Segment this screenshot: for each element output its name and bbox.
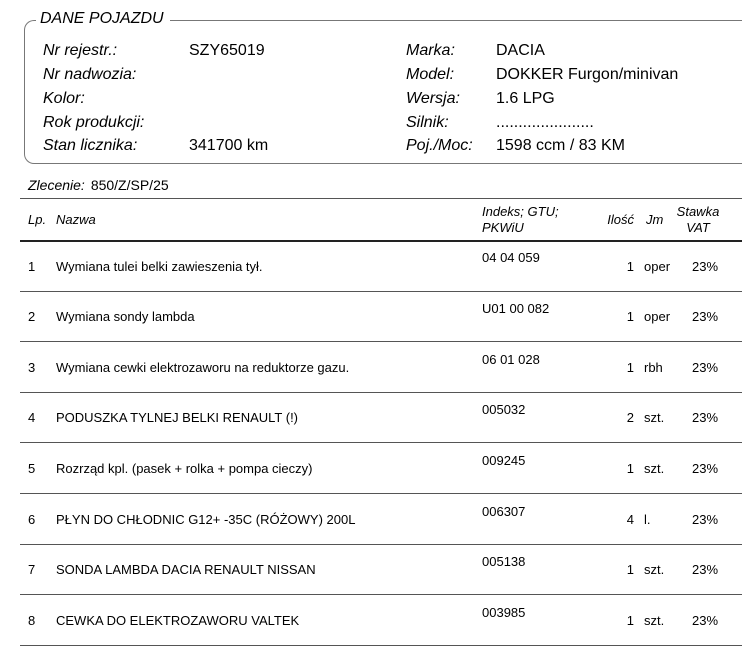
row-vat: 23% [692,259,719,274]
row-qty: 2 [626,410,634,425]
order-label: Zlecenie: [28,177,85,193]
row-index: 003985 [482,605,526,620]
engine-label: Silnik: [406,114,449,131]
row-name: Wymiana cewki elektrozaworu na reduktorze gazu. [56,360,350,375]
header-vat-line1: Stawka [676,204,720,219]
row-vat: 23% [692,562,719,577]
header-index [482,204,559,236]
row-qty: 1 [626,562,634,577]
row-vat: 23% [692,613,719,628]
row-divider [20,291,742,292]
version-value: 1.6 LPG [496,90,555,107]
row-lp: 5 [28,461,36,476]
row-lp: 6 [28,512,36,527]
row-lp: 4 [28,410,36,425]
row-divider [20,341,742,342]
row-name: CEWKA DO ELEKTROZAWORU VALTEK [56,613,300,628]
row-qty: 1 [626,613,634,628]
row-index: U01 00 082 [482,301,550,316]
header-index-line1: Indeks; GTU; [482,204,559,219]
row-index: 005032 [482,402,526,417]
row-vat: 23% [692,360,719,375]
row-unit: szt. [644,562,665,577]
header-vat [672,204,724,236]
row-vat: 23% [692,461,719,476]
row-lp: 2 [28,309,36,324]
row-name: SONDA LAMBDA DACIA RENAULT NISSAN [56,562,316,577]
row-index: 04 04 059 [482,250,540,265]
row-divider [20,442,742,443]
order-number [28,177,169,193]
header-lp: Lp. [28,212,47,227]
model-label: Model: [406,66,455,83]
row-name: Wymiana tulei belki zawieszenia tył. [56,259,263,274]
row-name: Wymiana sondy lambda [56,309,195,324]
row-unit: oper [644,309,671,324]
header-qty: Ilość [607,212,634,227]
row-name: PŁYN DO CHŁODNIC G12+ -35C (RÓŻOWY) 200L [56,512,356,527]
row-lp: 3 [28,360,36,375]
row-unit: szt. [644,410,665,425]
row-divider [20,544,742,545]
make-label: Marka: [406,42,455,59]
row-unit: oper [644,259,671,274]
row-vat: 23% [692,410,719,425]
row-vat: 23% [692,512,719,527]
vehicle-data-title: DANE POJAZDU [36,10,170,28]
row-divider [20,493,742,494]
vin-label: Nr nadwozia: [43,66,137,83]
row-index: 009245 [482,453,526,468]
table-top-rule [20,198,742,199]
row-lp: 7 [28,562,36,577]
registration-label: Nr rejestr.: [43,42,118,59]
make-value: DACIA [496,42,545,59]
row-unit: l. [644,512,651,527]
table-header-rule [20,240,742,242]
row-unit: rbh [644,360,663,375]
row-name: PODUSZKA TYLNEJ BELKI RENAULT (!) [56,410,299,425]
color-label: Kolor: [43,90,85,107]
row-lp: 8 [28,613,36,628]
header-unit: Jm [646,212,664,227]
row-divider [20,645,742,646]
row-index: 006307 [482,504,526,519]
order-value: 850/Z/SP/25 [90,177,169,193]
model-value: DOKKER Furgon/minivan [496,66,679,83]
header-name: Nazwa [56,212,96,227]
version-label: Wersja: [406,90,460,107]
row-divider [20,392,742,393]
displacement-power-value: 1598 ccm / 83 KM [496,137,625,154]
header-vat-line2: VAT [686,220,710,235]
odometer-value: 341700 km [189,137,269,154]
row-qty: 1 [626,461,634,476]
row-qty: 1 [626,259,634,274]
row-divider [20,594,742,595]
row-index: 06 01 028 [482,352,540,367]
row-qty: 1 [626,309,634,324]
engine-value: ...................... [496,114,594,131]
row-name: Rozrząd kpl. (pasek + rolka + pompa cieczy) [56,461,313,476]
row-unit: szt. [644,461,665,476]
row-qty: 1 [626,360,634,375]
row-index: 005138 [482,554,526,569]
header-index-line2: PKWiU [482,220,524,235]
row-unit: szt. [644,613,665,628]
row-qty: 4 [626,512,634,527]
row-vat: 23% [692,309,719,324]
production-year-label: Rok produkcji: [43,114,145,131]
registration-value: SZY65019 [189,42,265,59]
odometer-label: Stan licznika: [43,137,138,154]
displacement-power-label: Poj./Moc: [406,137,473,154]
row-lp: 1 [28,259,36,274]
